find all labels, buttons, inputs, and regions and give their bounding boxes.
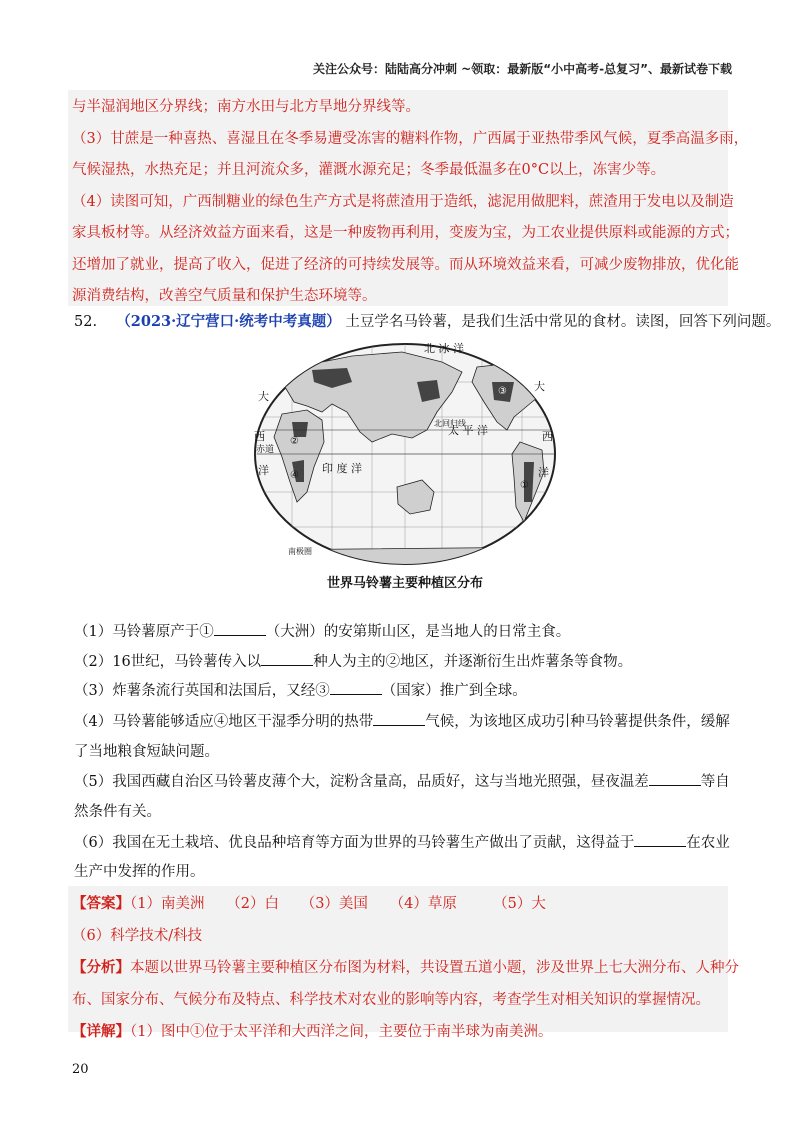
subquestion-2 [74, 648, 734, 677]
answer-line-2: （6）科学技术/科技 [72, 927, 203, 944]
label-arctic-ocean: 北 冰 洋 [424, 342, 464, 355]
answer-blank [373, 711, 425, 726]
subquestion-3 [74, 677, 734, 706]
analysis-line-1 [68, 952, 739, 985]
answer-values: （1）南美洲 （2）白 （3）美国 （4）草原 （5）大 [130, 896, 546, 912]
marker-3: ③ [498, 386, 507, 397]
label-tropic: 北回归线 [434, 419, 466, 428]
subquestion-text: （4）马铃薯能够适应④地区干湿季分明的热带 [74, 714, 374, 730]
subquestion-text: 了当地粮食短缺问题。 [74, 744, 219, 760]
subquestion-text: 种人为主的②地区，并逐渐衍生出炸薯条等食物。 [313, 654, 633, 670]
analysis-label: 【分析】 [72, 959, 130, 976]
label-equator: 赤道 [256, 445, 275, 455]
subquestion-text: （大洲）的安第斯山区，是当地人的日常主食。 [265, 624, 571, 640]
label-atlantic-left-3: 洋 [258, 464, 269, 477]
question-number: 52. [74, 314, 98, 330]
question-source: （2023·辽宁营口·统考中考真题） [116, 313, 341, 330]
answer-line: （4）读图可知，广西制糖业的绿色生产方式是将蔗渣用于造纸，滤泥用做肥料，蔗渣用于发电以及制造 [72, 193, 734, 210]
page-number: 20 [72, 1062, 89, 1077]
previous-answer-block [68, 90, 749, 306]
page-header: 关注公众号：陆陆高分冲刺 ~领取：最新版“小中高考-总复习”、最新试卷下载 [313, 62, 732, 76]
label-atlantic-left-1: 大 [258, 390, 269, 403]
map-image [252, 342, 558, 570]
answer-label: 【答案】 [72, 895, 130, 912]
potato-region [292, 422, 308, 437]
marker-2: ② [290, 436, 299, 447]
question-52 [74, 308, 781, 336]
label-atlantic-right-1: 大 [534, 380, 545, 393]
detail-text: （1）图中①位于太平洋和大西洋之间，主要位于南半球为南美洲。 [130, 1024, 553, 1040]
subquestion-text: 然条件有关。 [74, 804, 161, 820]
label-atlantic-right-3: 洋 [538, 466, 549, 479]
subquestion-text: （5）我国西藏自治区马铃薯皮薄个大，淀粉含量高，品质好，这与当地光照强，昼夜温差 [74, 774, 649, 790]
label-indian-ocean: 印 度 洋 [322, 462, 362, 475]
subquestion-4-cont [74, 738, 734, 767]
subquestion-4 [74, 708, 734, 737]
subquestion-6 [74, 829, 734, 858]
question-stem: 土豆学名马铃薯，是我们生活中常见的食材。读图，回答下列问题。 [345, 314, 781, 330]
subquestion-text: 生产中发挥的作用。 [74, 864, 205, 880]
subquestion-text: 等自 [700, 774, 730, 790]
subquestion-5-cont [74, 798, 734, 827]
world-potato-map [252, 342, 558, 592]
detail-line-1 [68, 1016, 728, 1049]
subquestion-text: 在农业 [686, 835, 730, 851]
answer-blank [214, 621, 266, 636]
answer-blank [330, 680, 382, 695]
answer-blank [261, 651, 313, 666]
subquestion-text: （1）马铃薯原产于① [74, 624, 214, 640]
subquestion-text: （3）炸薯条流行英国和法国后，又经③ [74, 683, 330, 699]
marker-1: ① [520, 480, 529, 491]
answer-line: 与半湿润地区分界线；南方水田与北方旱地分界线等。 [72, 99, 420, 115]
subquestion-text: （国家）推广到全球。 [381, 683, 527, 699]
label-atlantic-right-2: 西 [542, 430, 553, 443]
subquestion-1 [74, 618, 734, 647]
subquestion-6-cont [74, 858, 734, 887]
label-atlantic-left-2: 西 [254, 430, 265, 443]
answer-blank [649, 771, 701, 786]
answer-line: 气候湿热，水热充足；并且河流众多，灌溉水源充足；冬季最低温多在0°C以上，冻害少等。 [72, 162, 666, 178]
subquestion-text: （2）16世纪，马铃薯传入以 [74, 654, 262, 670]
marker-4: ④ [290, 470, 299, 481]
answer-block [68, 886, 739, 1040]
label-pacific-ocean: 太 平 洋 [448, 424, 488, 437]
answer-line: （3）甘蔗是一种喜热、喜湿且在冬季易遭受冻害的糖料作物，广西属于亚热带季风气候，夏季高温多雨， [72, 130, 749, 147]
answer-blank [634, 832, 686, 847]
subquestion-text: （6）我国在无土栽培、优良品种培育等方面为世界的马铃薯生产做出了贡献，这得益于 [74, 835, 635, 851]
answer-line: 还增加了就业，提高了收入，促进了经济的可持续发展等。而从环境效益来看，可减少废物排放，优化能 [72, 256, 739, 273]
analysis-text: 本题以世界马铃薯主要种植区分布图为材料，共设置五道小题，涉及世界上七大洲分布、人种分 [130, 960, 739, 976]
subquestion-5 [74, 768, 734, 797]
detail-label: 【详解】 [72, 1023, 130, 1040]
map-caption: 世界马铃薯主要种植区分布 [326, 576, 483, 591]
analysis-line-2: 布、国家分布、气候分布及特点、科学技术对农业的影响等内容，考查学生对相关知识的掌握情况。 [72, 991, 710, 1008]
answer-line-1 [68, 888, 728, 921]
subquestion-text: 气候，为该地区成功引种马铃薯提供条件，缓解 [425, 714, 730, 730]
label-antarctic-circle: 南极圈 [288, 547, 312, 556]
answer-line: 源消费结构，改善空气质量和保护生态环境等。 [72, 288, 377, 304]
answer-line: 家具板材等。从经济效益方面来看，这是一种废物再利用，变废为宝，为工农业提供原料或能源的方式； [72, 225, 739, 241]
